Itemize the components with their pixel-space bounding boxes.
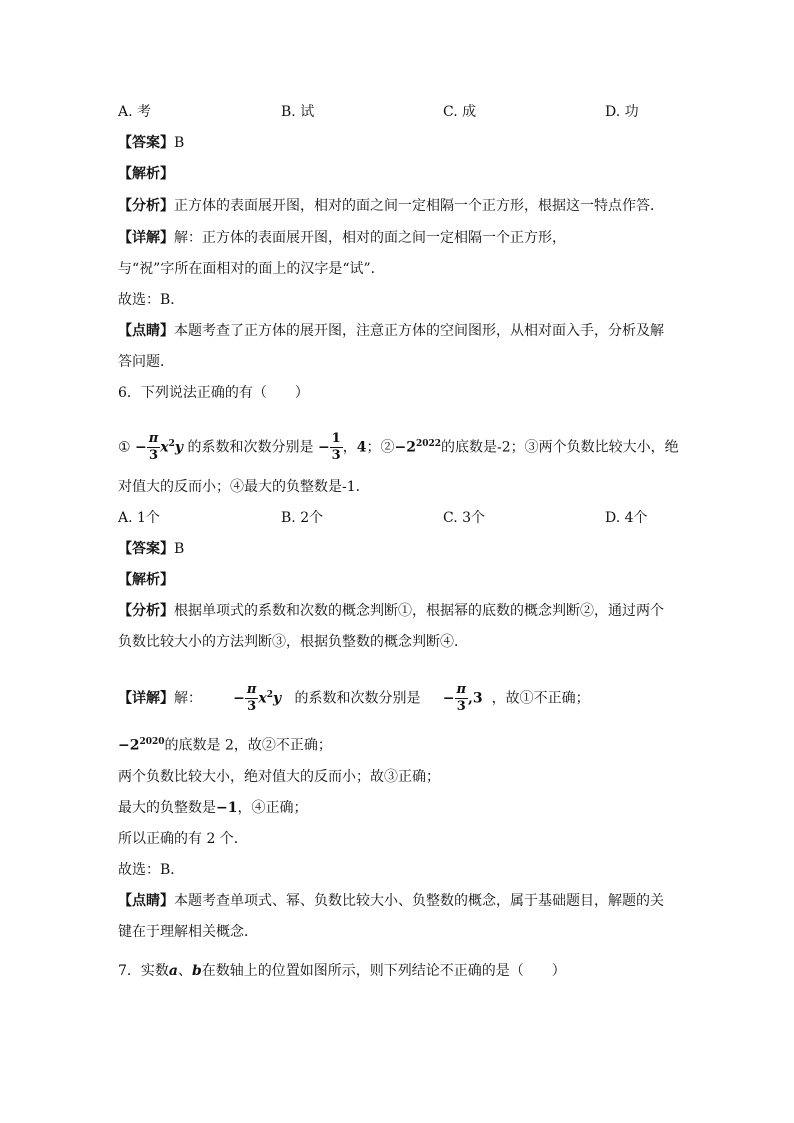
q6-stem: 6．下列说法正确的有（ ）: [118, 385, 309, 401]
q6-option-d: D. 4个: [605, 510, 648, 526]
q5-fenxi: 【分析】正方体的表面展开图，相对的面之间一定相隔一个正方形，根据这一特点作答．: [118, 198, 664, 214]
q6-fenxi-1: 【分析】根据单项式的系数和次数的概念判断①，根据幂的底数的概念判断②，通过两个: [118, 603, 664, 619]
q6-answer: 【答案】B: [118, 541, 185, 557]
q6-option-a: A. 1个: [118, 510, 160, 526]
fraction-pi-over-3: $\frac{\pi}{3}$: [246, 682, 257, 715]
q5-detail-1: 【详解】解：正方体的表面展开图，相对的面之间一定相隔一个正方形，: [118, 230, 566, 246]
q5-choose: 故选：B．: [118, 292, 185, 308]
q5-option-d: D. 功: [605, 104, 639, 120]
q5-option-c: C. 成: [443, 104, 477, 120]
q6-option-c: C. 3个: [443, 510, 486, 526]
q5-comment-1: 【点睛】本题考查了正方体的展开图，注意正方体的空间图形，从相对面入手，分析及解: [118, 323, 664, 339]
q5-detail-2: 与“祝”字所在面相对的面上的汉字是“试”．: [118, 261, 385, 277]
q5-comment-2: 答问题．: [118, 354, 174, 370]
q6-choose: 故选：B．: [118, 862, 185, 878]
q5-option-a: A. 考: [118, 104, 152, 120]
q6-statement-1: ① − $\frac{\pi}{3}$ $x^2y$ 的系数和次数分别是 − $\frac{1}{3}$ ，4；$②-2^{2022}$的底数是-2；③两个负数比较大小，绝: [118, 431, 679, 464]
q6-detail-2: $-2^{2020}$的底数是 2，故②不正确；: [118, 737, 332, 754]
fraction-pi-over-3: $\frac{\pi}{3}$: [148, 431, 159, 464]
q6-detail-5: 所以正确的有 2 个．: [118, 831, 248, 847]
q6-option-b: B. 2个: [281, 510, 324, 526]
q6-detail-4: 最大的负整数是−1，④正确；: [118, 800, 308, 816]
q5-analysis-heading: 【解析】: [118, 166, 174, 182]
q6-comment-2: 键在于理解相关概念．: [118, 924, 258, 940]
q6-detail-1: 【详解】解： − $\frac{\pi}{3}$ $x^2y$ 的系数和次数分别是 − $\frac{\pi}{3}$ ,3 ，故①不正确；: [118, 682, 590, 715]
q6-fenxi-2: 负数比较大小的方法判断③，根据负整数的概念判断④．: [118, 634, 468, 650]
q6-comment-1: 【点睛】本题考查单项式、幂、负数比较大小、负整数的概念，属于基础题目，解题的关: [118, 893, 664, 909]
fraction-1-over-3: $\frac{1}{3}$: [331, 431, 341, 464]
q5-option-b: B. 试: [281, 104, 315, 120]
q7-stem: 7．实数a、b在数轴上的位置如图所示，则下列结论不正确的是（ ）: [118, 963, 566, 979]
fraction-pi-over-3: $\frac{\pi}{3}$: [456, 682, 467, 715]
q6-detail-3: 两个负数比较大小，绝对值大的反而小；故③正确；: [118, 769, 440, 785]
q5-answer: 【答案】B: [118, 135, 185, 151]
q6-analysis-heading: 【解析】: [118, 572, 174, 588]
q6-statement-2: 对值大的反而小；④最大的负整数是-1．: [118, 479, 370, 495]
